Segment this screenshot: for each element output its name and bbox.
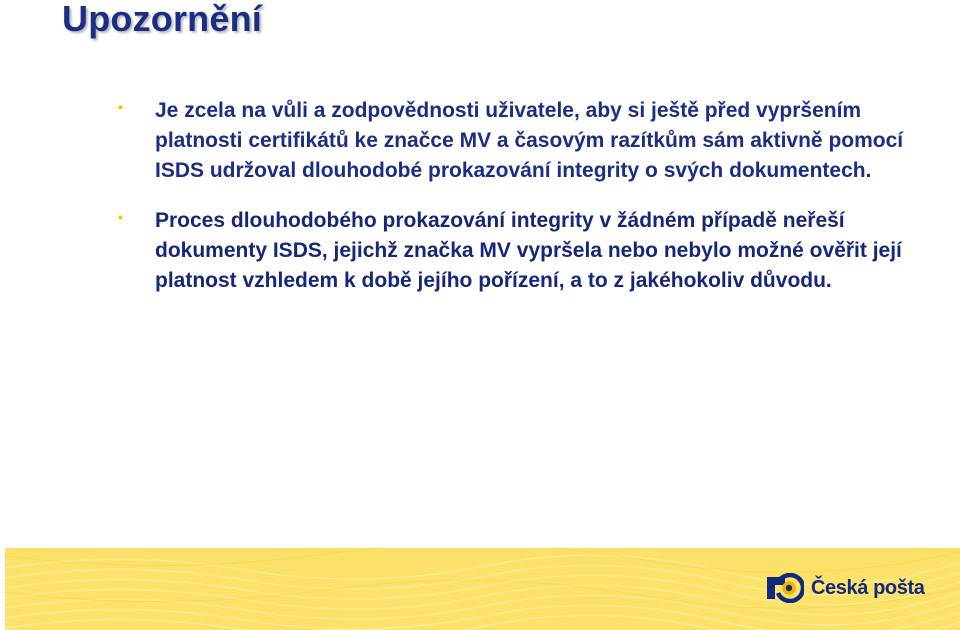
- bullet-list: [118, 96, 908, 296]
- bullet-item: [118, 206, 908, 296]
- posthorn-icon: [766, 573, 804, 603]
- slide-title: Upozornění: [62, 0, 262, 39]
- bullet-dot-icon: •: [118, 209, 123, 225]
- bullet-text: Je zcela na vůli a zodpovědnosti uživatele, aby si ještě před vypršením platnosti certifikátů ke značce MV a časovým razítkům sám aktivně pomocí ISDS udržoval dlouhodobé prokazování integrity o svých dokumentech.: [155, 99, 904, 182]
- bullet-text: Proces dlouhodobého prokazování integrity v žádném případě neřeší dokumenty ISDS, jejichž značka MV vypršela nebo nebylo možné ověřit její platnost vzhledem k době jejího pořízení, a to z jakéhokoliv důvodu.: [155, 209, 902, 292]
- bullet-item: [118, 96, 908, 186]
- logo-text: Česká pošta: [811, 576, 925, 599]
- bullet-dot-icon: •: [118, 99, 123, 115]
- ceska-posta-logo: [766, 570, 924, 606]
